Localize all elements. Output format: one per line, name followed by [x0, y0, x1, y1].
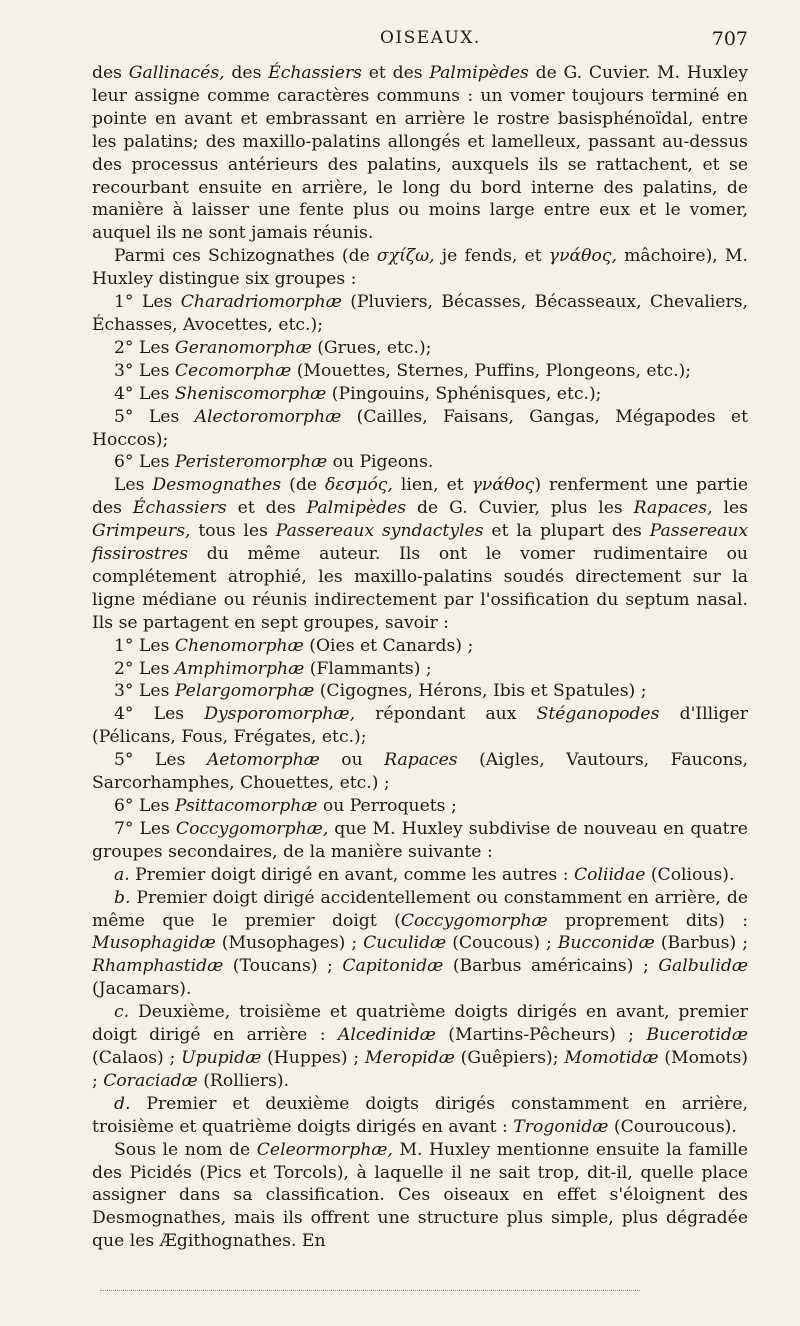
- book-page: [92, 28, 748, 1253]
- list-item: 2° Les Amphimorphæ (Flammants) ;: [114, 658, 432, 679]
- running-head: OISEAUX.: [380, 28, 481, 48]
- list-item: 3° Les Pelargomorphæ (Cigognes, Hérons, Ibis et Spatules) ;: [114, 681, 647, 702]
- list-item: 1° Les Charadriomorphæ (Pluviers, Bécasses, Bécasseaux, Chevaliers, Échasses, Avocettes, etc.);: [92, 292, 748, 335]
- list-item: 5° Les Aetomorphæ ou Rapaces (Aigles, Vautours, Faucons, Sarcorhamphes, Chouettes, etc.) ;: [92, 750, 748, 794]
- list-item: 1° Les Chenomorphæ (Oies et Canards) ;: [114, 635, 474, 656]
- paragraph-gallinaces: des Gallinacés, des Échassiers et des Palmipèdes de G. Cuvier. M. Huxley leur assigne comme caractères communs : un vomer toujours terminé en pointe en avant et embrassant en arrière le rostre basisphénoïdal, entre les palatins; des maxillo-palatins allongés et lamelleux, passant au-dessus des processus antérieurs des palatins, auxquels ils se rattachent, et se recourbant ensuite en arrière, le long du bord interne des palatins, de manière à laisser une fente plus ou moins large entre eux et le vomer, auquel ils ne sont jamais réunis.: [92, 63, 748, 244]
- list-item: a. Premier doigt dirigé en avant, comme les autres : Coliidae (Colious).: [114, 864, 735, 885]
- paragraph-desmognathes: Les Desmognathes (de δεσμός, lien, et γνάθος) renferment une partie des Échassiers et des Palmipèdes de G. Cuvier, plus les Rapaces, les Grimpeurs, tous les Passereaux syndactyles et la plupart des Passereaux fissirostres du même auteur. Ils ont le vomer rudimentaire ou complétement atrophié, les maxillo-palatins soudés directement sur la ligne médiane ou réunis indirectement par l'ossification du septum nasal. Ils se partagent en sept groupes, savoir :: [92, 475, 749, 633]
- coccygomorphae-subgroup-list: [92, 864, 748, 1139]
- list-item: 6° Les Psittacomorphæ ou Perroquets ;: [114, 796, 457, 816]
- desmognathes-group-list: [92, 635, 748, 864]
- page-header: [92, 28, 748, 62]
- list-item: 7° Les Coccygomorphæ, que M. Huxley subdivise de nouveau en quatre groupes secondaires, de la manière suivante :: [92, 818, 748, 862]
- footer-rule: [100, 1290, 640, 1291]
- paragraph-schizognathes: Parmi ces Schizognathes (de σχίζω, je fends, et γνάθος, mâchoire), M. Huxley distingue six groupes :: [92, 246, 748, 290]
- list-item: 3° Les Cecomorphæ (Mouettes, Sternes, Puffins, Plongeons, etc.);: [114, 360, 692, 381]
- list-item: b. Premier doigt dirigé accidentellement ou constamment en arrière, de même que le premier doigt (Coccygomorphæ proprement dits) : Musophagidæ (Musophages) ; Cuculidæ (Coucous) ; Bucconidæ (Barbus) ; Rhamphastidæ (Toucans) ; Capitonidæ (Barbus américains) ; Galbulidæ (Jacamars).: [92, 887, 749, 1000]
- list-item: 4° Les Dysporomorphæ, répondant aux Stéganopodes d'Illiger (Pélicans, Fous, Frégates, etc.);: [92, 704, 748, 748]
- paragraph-celeormorphae: Sous le nom de Celeormorphæ, M. Huxley mentionne ensuite la famille des Picidés (Pics et Torcols), à laquelle il ne sait trop, dit-il, quelle place assigner dans sa classification. Ces oiseaux en effet s'éloignent des Desmognathes, mais ils offrent une structure plus simple, plus dégradée que les Ægithognathes. En: [92, 1139, 748, 1252]
- page-number: 707: [711, 28, 748, 50]
- list-item: 6° Les Peristeromorphæ ou Pigeons.: [114, 452, 434, 473]
- list-item: 5° Les Alectoromorphæ (Cailles, Faisans, Gangas, Mégapodes et Hoccos);: [92, 406, 748, 450]
- list-item: 4° Les Sheniscomorphæ (Pingouins, Sphénisques, etc.);: [114, 383, 602, 404]
- list-item: d. Premier et deuxième doigts dirigés constamment en arrière, troisième et quatrième doigts dirigés en avant : Trogonidæ (Couroucous).: [92, 1093, 748, 1137]
- list-item: c. Deuxième, troisième et quatrième doigts dirigés en avant, premier doigt dirigé en arrière : Alcedinidæ (Martins-Pêcheurs) ; Bucerotidæ (Calaos) ; Upupidæ (Huppes) ; Meropidæ (Guêpiers); Momotidæ (Momots) ; Coraciadæ (Rolliers).: [92, 1002, 748, 1091]
- list-item: 2° Les Geranomorphæ (Grues, etc.);: [114, 337, 432, 358]
- schizognathes-group-list: [92, 291, 748, 474]
